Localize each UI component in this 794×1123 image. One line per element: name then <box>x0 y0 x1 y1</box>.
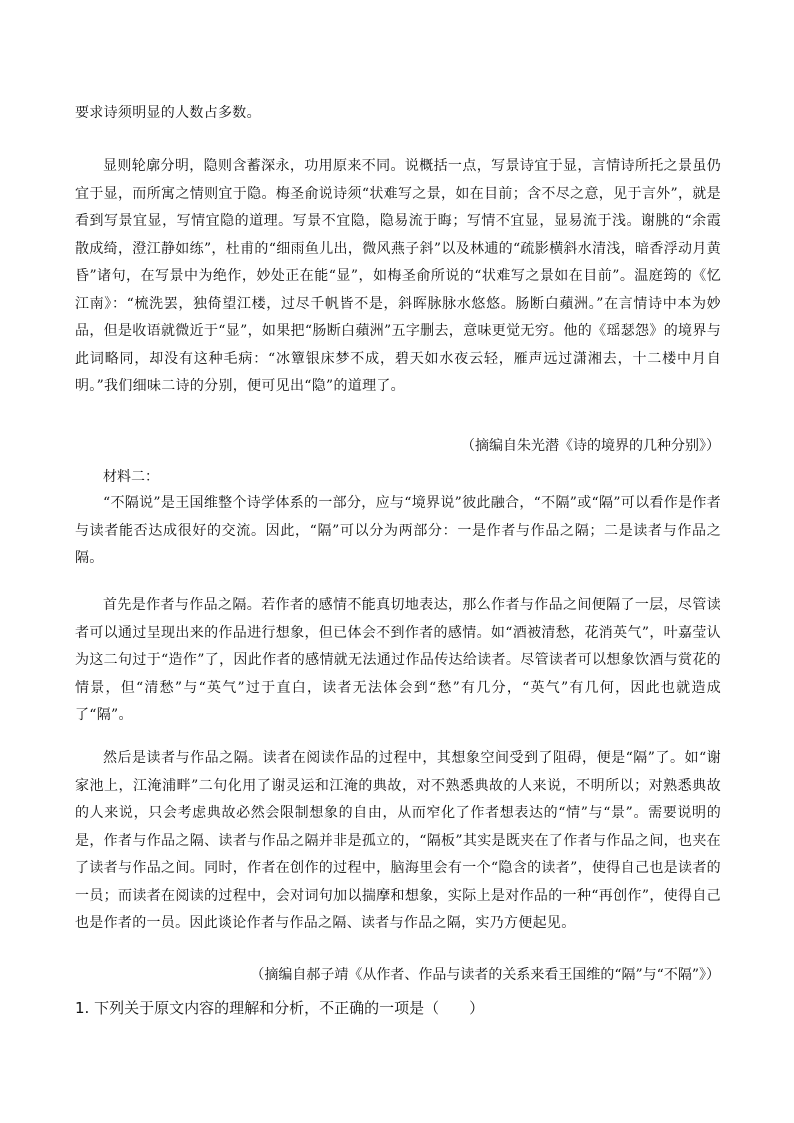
material1-paragraph: 显则轮廓分明，隐则含蓄深永，功用原来不同。说概括一点，写景诗宜于显，言情诗所托之景虽仍宜于显，而所寓之情则宜于隐。梅圣俞说诗须“状难写之景，如在目前；含不尽之意，见于言外”，就是看到写景宜显，写情宜隐的道理。写景不宜隐，隐易流于晦；写情不宜显，显易流于浅。谢朓的“余霞散成绮，澄江静如练”，杜甫的“细雨鱼儿出，微风燕子斜”以及林逋的“疏影横斜水清浅，暗香浮动月黄昏”诸句，在写景中为绝作，妙处正在能“显”，如梅圣俞所说的“状难写之景如在目前”。温庭筠的《忆江南》：“梳洗罢，独倚望江楼，过尽千帆皆不是，斜晖脉脉水悠悠。肠断白蘋洲。”在言情诗中本为妙品，但是收语就微近于“显”，如果把“肠断白蘋洲”五字删去，意味更觉无穷。他的《瑶瑟怨》的境界与此词略同，却没有这种毛病：“冰簟银床梦不成，碧天如水夜云轻，雁声远过潇湘去，十二楼中月自明。”我们细味二诗的分别，便可见出“隐”的道理了。 <box>75 158 721 394</box>
material2-paragraph-3: 然后是读者与作品之隔。读者在阅读作品的过程中，其想象空间受到了阻碍，便是“隔”了。如“谢家池上，江淹浦畔”二句化用了谢灵运和江淹的典故，对不熟悉典故的人来说，不明所以；对熟悉典故的人来说，只会考虑典故必然会限制想象的自由，从而窄化了作者想表达的“情”与“景”。需要说明的是，作者与作品之隔、读者与作品之隔并非是孤立的，“隔板”其实是既夹在了作者与作品之间，也夹在了读者与作品之间。同时，作者在创作的过程中，脑海里会有一个“隐含的读者”，使得自己也是读者的一员；而读者在阅读的过程中，会对词句加以揣摩和想象，实际上是对作品的一种“再创作”，使得自己也是作者的一员。因此谈论作者与作品之隔、读者与作品之隔，实乃方便起见。 <box>75 750 721 931</box>
question-1-stem: 1. 下列关于原文内容的理解和分析，不正确的一项是（ ） <box>75 999 485 1017</box>
material1-continuation: 要求诗须明显的人数占多数。 <box>75 105 261 121</box>
material2-label: 材料二： <box>103 469 159 485</box>
material2-source: （摘编自郝子靖《从作者、作品与读者的关系来看王国维的“隔”与“不隔”》） <box>250 967 720 983</box>
material2-paragraph-2: 首先是作者与作品之隔。若作者的感情不能真切地表达，那么作者与作品之间便隔了一层，尽管读者可以通过呈现出来的作品进行想象，但已体会不到作者的感情。如“酒被清愁，花消英气”，叶嘉莹认为这二句过于“造作”了，因此作者的感情就无法通过作品传达给读者。尽管读者可以想象饮酒与赏花的情景，但“清愁”与“英气”过于直白，读者无法体会到“愁”有几分，“英气”有几何，因此也就造成了“隔”。 <box>75 597 721 723</box>
material2-paragraph-1: “不隔说”是王国维整个诗学体系的一部分，应与“境界说”彼此融合，“不隔”或“隔”可以看作是作者与读者能否达成很好的交流。因此，“隔”可以分为两部分：一是作者与作品之隔；二是读者与作品之隔。 <box>75 495 721 566</box>
material1-source: （摘编自朱光潜《诗的境界的几种分别》） <box>461 438 720 454</box>
